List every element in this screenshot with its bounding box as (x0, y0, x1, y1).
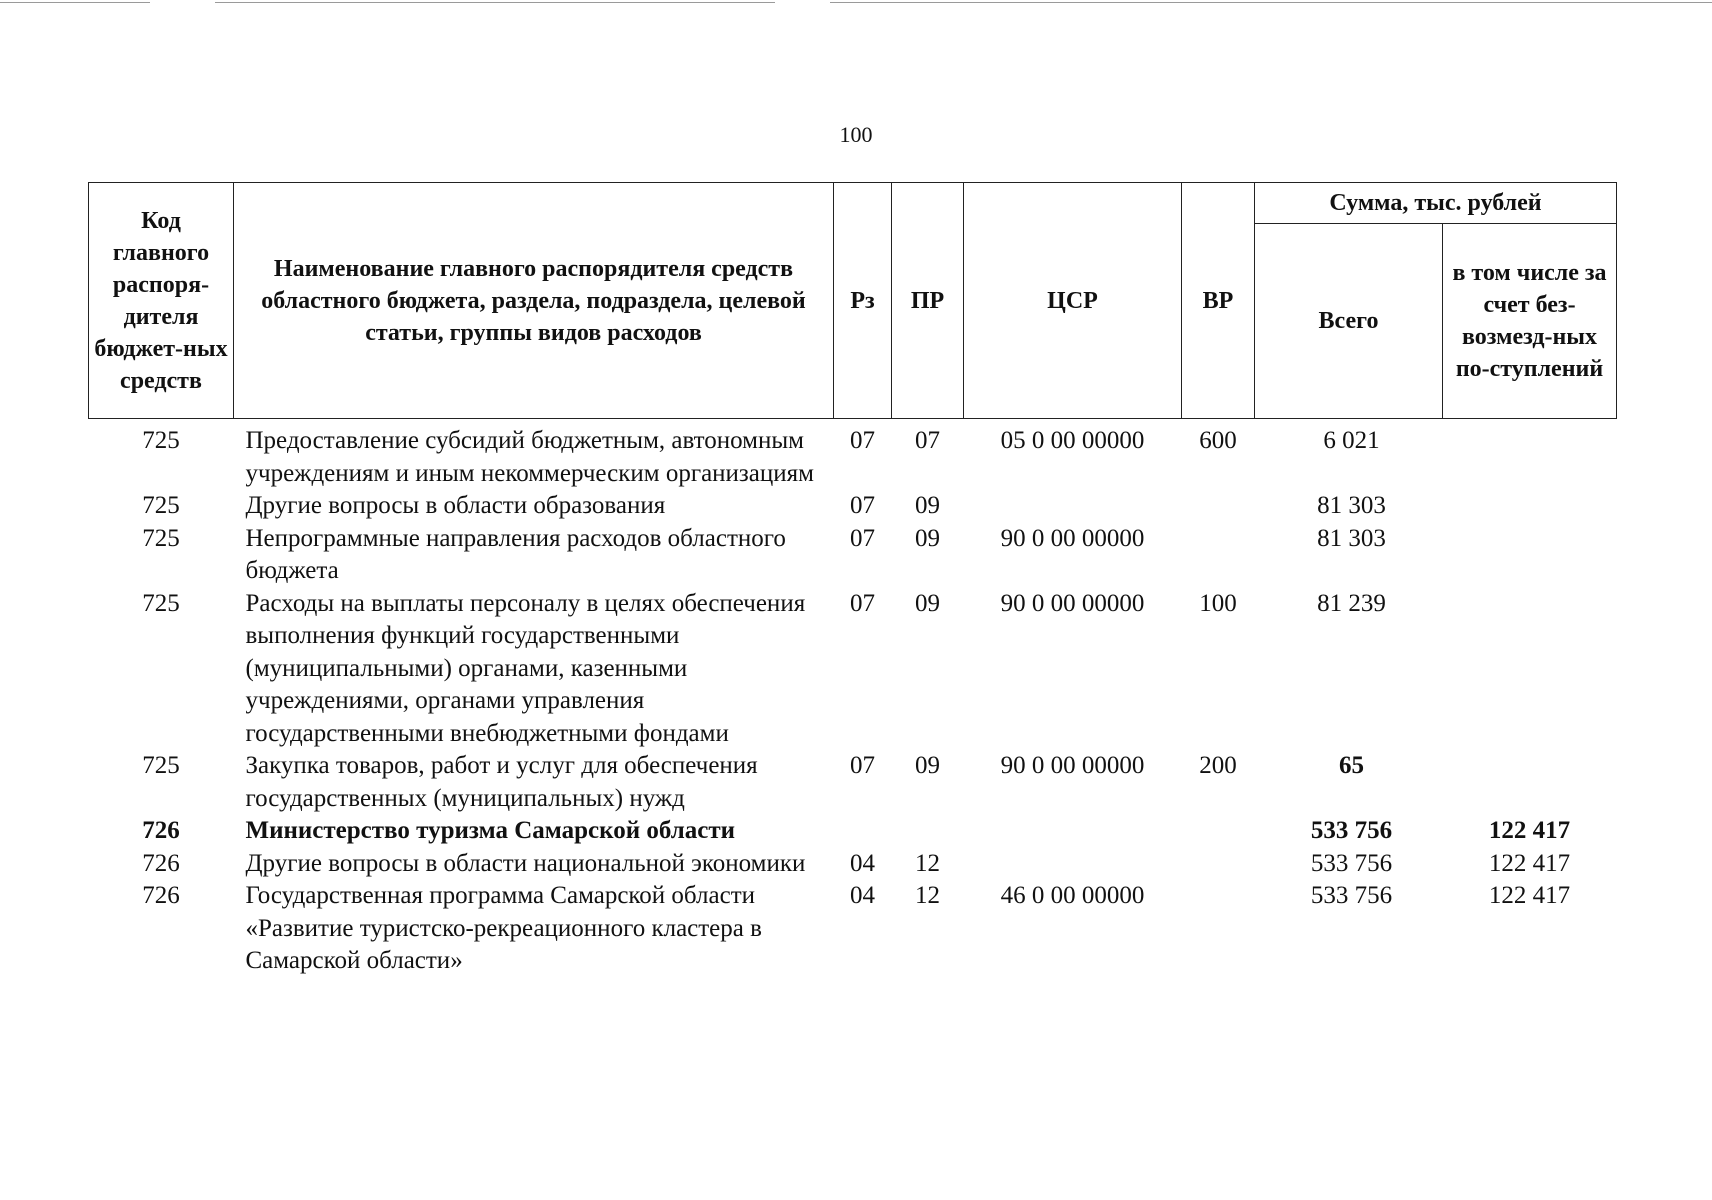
cell-total (1255, 523, 1443, 588)
cell-csr: 90 0 00 00000 (1000, 589, 1145, 617)
budget-table (88, 182, 1617, 978)
cell-code: 726 (142, 882, 180, 909)
header-total: Всего (1255, 224, 1443, 419)
page-number: 100 (839, 122, 873, 147)
cell-incl (1443, 750, 1617, 815)
cell-pr: 09 (915, 752, 940, 779)
cell-csr (964, 815, 1182, 848)
table-row (89, 750, 1617, 815)
cell-incl: 122 417 (1488, 882, 1571, 909)
header-incl: в том числе за счет без-возмезд-ных по-ступлений (1443, 224, 1617, 419)
cell-name: Закупка товаров, работ и услуг для обеспечения государственных (муниципальных) нужд (245, 752, 758, 812)
cell-pr: 07 (915, 427, 940, 454)
total-value: 81 303 (1317, 492, 1386, 519)
cell-vr: 600 (1199, 427, 1237, 454)
cell-name: Государственная программа Самарской области «Развитие туристско-рекреационного кластера в Самарской области» (245, 882, 762, 974)
total-value: 533 756 (1310, 817, 1393, 844)
cell-csr: 46 0 00 00000 (1000, 882, 1145, 909)
table-row (89, 848, 1617, 881)
cell-vr (1182, 848, 1255, 881)
cell-name: Непрограммные направления расходов областного бюджета (245, 524, 786, 584)
cell-rz: 07 (850, 524, 875, 552)
table-row-ministry (89, 815, 1617, 848)
header-vr: ВР (1182, 183, 1255, 419)
cell-name: Расходы на выплаты персоналу в целях обеспечения выполнения функций государственными (муниципальными) органами, казенными учреждениями, органами управления государственными внебюджетными фондами (245, 589, 806, 747)
header-name: Наименование главного распорядителя средств областного бюджета, раздела, подраздела, целевой статьи, группы видов расходов (234, 183, 834, 419)
total-value: 533 756 (1310, 849, 1393, 877)
cell-csr: 90 0 00 00000 (1000, 752, 1145, 779)
table-row (89, 588, 1617, 751)
header-pr: ПР (892, 183, 964, 419)
cell-pr: 09 (915, 589, 940, 617)
cell-rz: 07 (850, 589, 875, 617)
total-value: 81 303 (1317, 524, 1386, 552)
cell-incl (1443, 490, 1617, 523)
cell-total (1255, 750, 1443, 815)
scan-edge-line-middle (215, 2, 775, 3)
cell-name: Предоставление субсидий бюджетным, автономным учреждениям и иным некоммерческим организациям (245, 427, 814, 487)
cell-incl: 122 417 (1488, 849, 1571, 877)
cell-rz: 04 (850, 882, 875, 909)
cell-pr: 12 (915, 882, 940, 909)
cell-rz (834, 815, 892, 848)
cell-total (1255, 880, 1443, 978)
table-body (89, 419, 1617, 978)
cell-rz: 07 (850, 752, 875, 779)
header-rz: Рз (834, 183, 892, 419)
cell-vr (1182, 523, 1255, 588)
cell-csr: 90 0 00 00000 (1000, 524, 1145, 552)
cell-code: 726 (142, 849, 180, 877)
total-value: 65 (1339, 752, 1364, 779)
cell-name: Другие вопросы в области образования (245, 492, 666, 519)
cell-code: 725 (142, 589, 180, 617)
cell-pr: 09 (915, 492, 940, 519)
cell-total (1255, 490, 1443, 523)
table-row (89, 419, 1617, 491)
cell-vr: 200 (1199, 752, 1237, 779)
header-code: Код главного распоря-дителя бюджет-ных средств (89, 183, 234, 419)
cell-pr (892, 815, 964, 848)
cell-total (1255, 815, 1443, 848)
cell-name: Министерство туризма Самарской области (245, 817, 736, 844)
cell-total (1255, 588, 1443, 751)
cell-code: 725 (142, 524, 180, 552)
cell-incl: 122 417 (1488, 817, 1571, 844)
cell-csr (964, 848, 1182, 881)
total-value: 533 756 (1310, 882, 1393, 909)
cell-csr: 05 0 00 00000 (1000, 427, 1145, 454)
cell-csr (964, 490, 1182, 523)
cell-code: 725 (142, 492, 180, 519)
cell-incl (1443, 588, 1617, 751)
cell-vr (1182, 490, 1255, 523)
cell-vr (1182, 880, 1255, 978)
cell-incl (1443, 419, 1617, 491)
header-csr: ЦСР (964, 183, 1182, 419)
scan-edge-line-left (0, 2, 150, 3)
total-value: 6 021 (1323, 427, 1380, 454)
scan-edge-line-right (830, 2, 1712, 3)
table-row (89, 880, 1617, 978)
table-row (89, 523, 1617, 588)
total-value: 81 239 (1317, 589, 1386, 617)
header-sum-group: Сумма, тыс. рублей (1255, 183, 1617, 224)
cell-incl (1443, 523, 1617, 588)
cell-name: Другие вопросы в области национальной экономики (245, 849, 806, 877)
cell-code: 726 (142, 817, 180, 844)
cell-total (1255, 419, 1443, 491)
cell-rz: 07 (850, 492, 875, 519)
table-header (89, 183, 1617, 419)
table-row (89, 490, 1617, 523)
cell-code: 725 (142, 427, 180, 454)
cell-vr: 100 (1199, 589, 1237, 617)
cell-total (1255, 848, 1443, 881)
cell-rz: 04 (850, 849, 875, 877)
cell-vr (1182, 815, 1255, 848)
cell-pr: 12 (915, 849, 940, 877)
cell-pr: 09 (915, 524, 940, 552)
cell-code: 725 (142, 752, 180, 779)
cell-rz: 07 (850, 427, 875, 454)
